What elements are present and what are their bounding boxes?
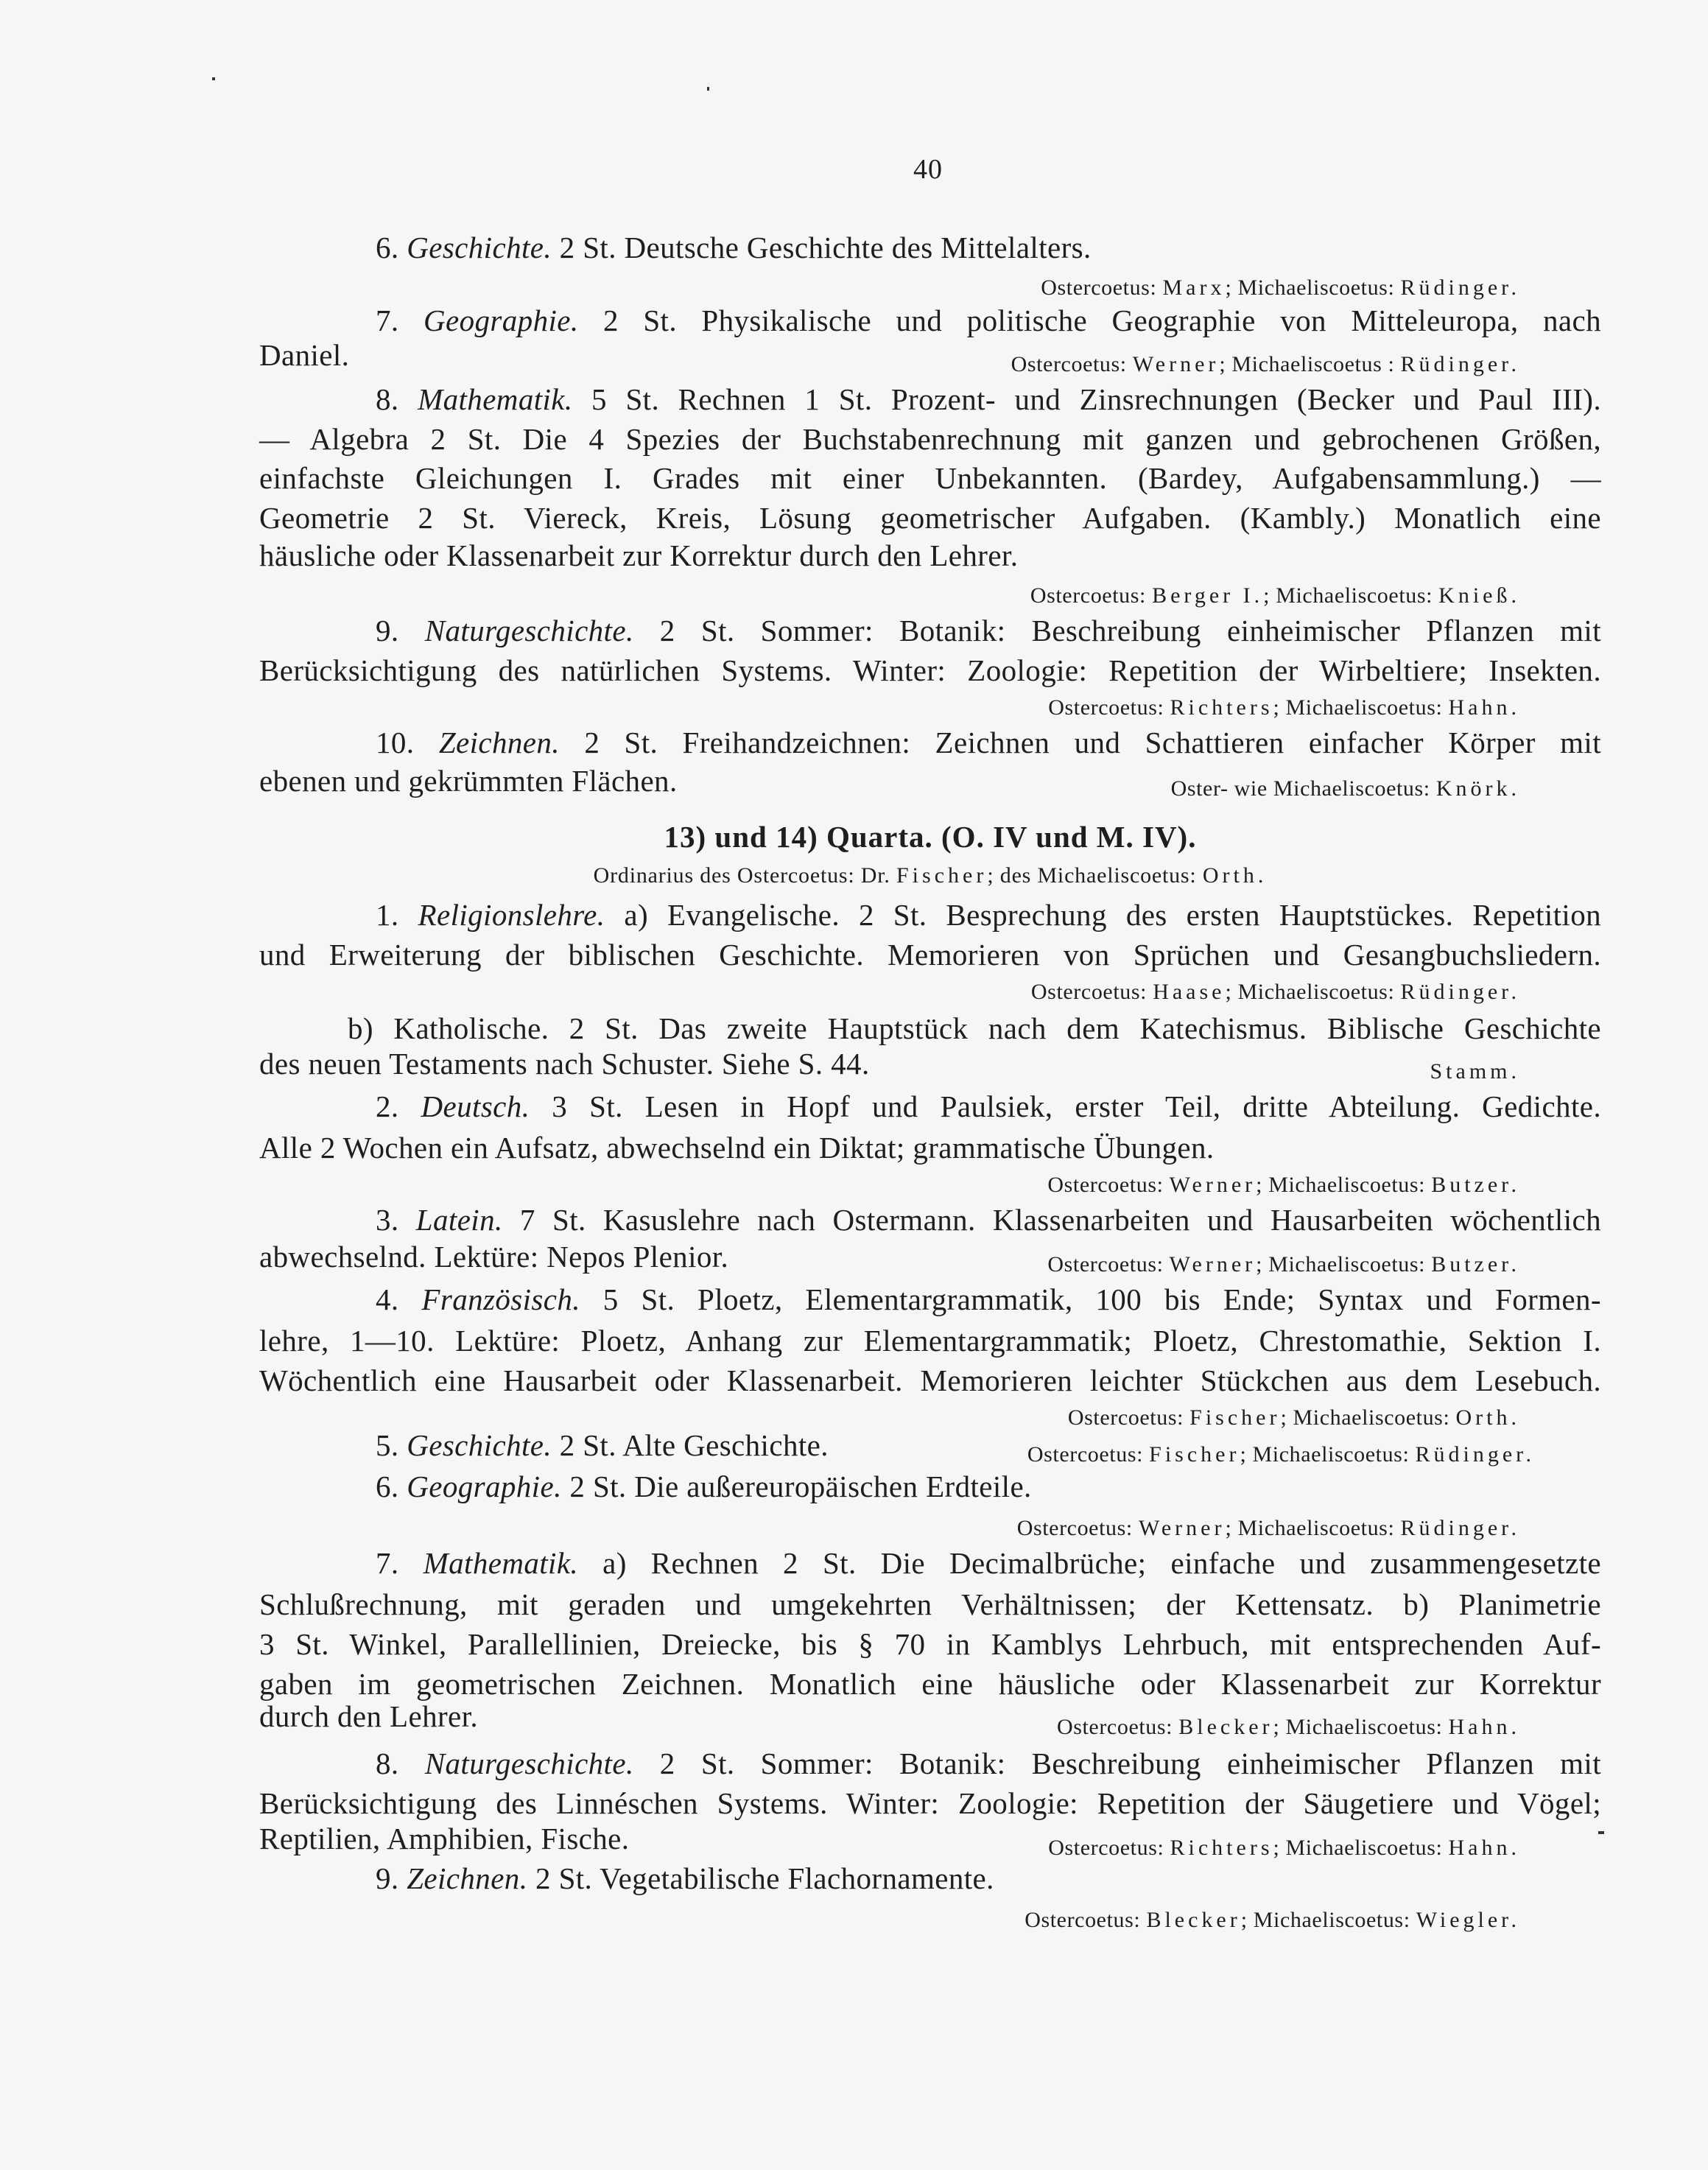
upper-9-naturgeschichte: 9. Naturgeschichte. 2 St. Sommer: Botanik: Beschreibung einheimischer Pflanzen mit bbox=[376, 614, 1602, 647]
teacher-line: Ostercoetus: Haase; Michaeliscoetus: Rüdinger. bbox=[1030, 980, 1520, 1004]
scan-speck bbox=[212, 77, 215, 80]
quarta-1b-katholische: b) Katholische. 2 St. Das zweite Hauptstück nach dem Katechismus. Biblische Geschichte bbox=[348, 1011, 1601, 1045]
teacher-line: Ostercoetus: Berger I.; Michaeliscoetus: Knieß. bbox=[1030, 583, 1520, 608]
body-line: Alle 2 Wochen ein Aufsatz, abwechselnd ein Diktat; grammatische Übungen. bbox=[259, 1131, 1215, 1165]
body-line: durch den Lehrer. bbox=[259, 1699, 479, 1733]
body-line: und Erweiterung der biblischen Geschichte. Memorieren von Sprüchen und Gesangbuchsliedern. bbox=[259, 938, 1601, 972]
quarta-3-latein: 3. Latein. 7 St. Kasuslehre nach Ostermann. Klassenarbeiten und Hausarbeiten wöchentlich bbox=[376, 1203, 1601, 1237]
teacher-line: Ostercoetus: Blecker; Michaeliscoetus: Wiegler. bbox=[1025, 1908, 1520, 1932]
body-line: Schlußrechnung, mit geraden und umgekehrten Verhältnissen; der Kettensatz. b) Planimetrie bbox=[259, 1587, 1601, 1621]
teacher-line: Ostercoetus: Fischer; Michaeliscoetus: Rüdinger. bbox=[1027, 1442, 1535, 1467]
body-line: des neuen Testaments nach Schuster. Siehe S. 44. bbox=[259, 1047, 870, 1081]
teacher-line: Ostercoetus: Werner; Michaeliscoetus : Rüdinger. bbox=[1011, 352, 1520, 376]
body-line: lehre, 1—10. Lektüre: Ploetz, Anhang zur Elementargrammatik; Ploetz, Chrestomathie, Sektion I. bbox=[259, 1324, 1601, 1358]
quarta-1-religionslehre: 1. Religionslehre. a) Evangelische. 2 St. Besprechung des ersten Hauptstückes. Repetition bbox=[376, 898, 1601, 932]
upper-10-zeichnen: 10. Zeichnen. 2 St. Freihandzeichnen: Zeichnen und Schattieren einfacher Körper mit bbox=[376, 726, 1601, 759]
teacher-line: Oster- wie Michaeliscoetus: Knörk. bbox=[1170, 776, 1520, 801]
quarta-2-deutsch: 2. Deutsch. 3 St. Lesen in Hopf und Paulsiek, erster Teil, dritte Abteilung. Gedichte. bbox=[376, 1089, 1601, 1123]
teacher-line: Ostercoetus: Werner; Michaeliscoetus: Rüdinger. bbox=[1016, 1516, 1520, 1540]
page-number: 40 bbox=[913, 154, 943, 185]
upper-7-geographie: 7. Geographie. 2 St. Physikalische und politische Geographie von Mitteleuropa, nach bbox=[376, 303, 1602, 337]
scan-speck bbox=[707, 87, 709, 91]
quarta-8-naturgeschichte: 8. Naturgeschichte. 2 St. Sommer: Botanik: Beschreibung einheimischer Pflanzen mit bbox=[376, 1746, 1602, 1780]
quarta-6-geographie: 6. Geographie. 2 St. Die außereuropäischen Erdteile. bbox=[376, 1470, 1032, 1503]
teacher-line: Ostercoetus: Werner; Michaeliscoetus: Butzer. bbox=[1047, 1252, 1520, 1277]
teacher-line: Ostercoetus: Marx; Michaeliscoetus: Rüdinger. bbox=[1041, 275, 1520, 300]
body-line: Berücksichtigung des natürlichen Systems. Winter: Zoologie: Repetition der Wirbeltiere; Insekten. bbox=[259, 653, 1601, 687]
quarta-4-franzoesisch: 4. Französisch. 5 St. Ploetz, Elementargrammatik, 100 bis Ende; Syntax und Formen- bbox=[376, 1282, 1601, 1316]
body-line: Wöchentlich eine Hausarbeit oder Klassenarbeit. Memorieren leichter Stückchen aus dem Lesebuch. bbox=[259, 1363, 1601, 1397]
teacher-line: Ostercoetus: Richters; Michaeliscoetus: Hahn. bbox=[1048, 1836, 1520, 1860]
quarta-7-mathematik: 7. Mathematik. a) Rechnen 2 St. Die Decimalbrüche; einfache und zusammengesetzte bbox=[376, 1546, 1602, 1580]
section-heading: 13) und 14) Quarta. (O. IV und M. IV). bbox=[664, 820, 1197, 854]
body-line: häusliche oder Klassenarbeit zur Korrektur durch den Lehrer. bbox=[259, 538, 1019, 572]
quarta-9-zeichnen: 9. Zeichnen. 2 St. Vegetabilische Flachornamente. bbox=[376, 1861, 994, 1895]
quarta-5-geschichte: 5. Geschichte. 2 St. Alte Geschichte. bbox=[376, 1428, 829, 1462]
teacher-line: Ostercoetus: Richters; Michaeliscoetus: Hahn. bbox=[1048, 695, 1520, 720]
body-line: Berücksichtigung des Linnéschen Systems. Winter: Zoologie: Repetition der Säugetiere und Vögel; bbox=[259, 1786, 1601, 1820]
scan-speck bbox=[1598, 1831, 1604, 1834]
upper-8-mathematik: 8. Mathematik. 5 St. Rechnen 1 St. Prozent- und Zinsrechnungen (Becker und Paul III). bbox=[376, 382, 1601, 416]
body-line: abwechselnd. Lektüre: Nepos Plenior. bbox=[259, 1240, 729, 1274]
ordinarius-line: Ordinarius des Ostercoetus: Dr. Fischer; des Michaeliscoetus: Orth. bbox=[593, 863, 1268, 888]
body-line: Geometrie 2 St. Viereck, Kreis, Lösung geometrischer Aufgaben. (Kambly.) Monatlich eine bbox=[259, 501, 1601, 535]
body-line: Daniel. bbox=[259, 338, 350, 372]
body-line: — Algebra 2 St. Die 4 Spezies der Buchstabenrechnung mit ganzen und gebrochenen Größen, bbox=[259, 422, 1601, 456]
teacher-line: Stamm. bbox=[1430, 1059, 1520, 1084]
upper-6-geschichte: 6. Geschichte. 2 St. Deutsche Geschichte des Mittelalters. bbox=[376, 231, 1092, 264]
body-line: ebenen und gekrümmten Flächen. bbox=[259, 764, 678, 798]
body-line: Reptilien, Amphibien, Fische. bbox=[259, 1822, 630, 1855]
body-line: einfachste Gleichungen I. Grades mit einer Unbekannten. (Bardey, Aufgabensammlung.) — bbox=[259, 461, 1601, 495]
teacher-line: Ostercoetus: Fischer; Michaeliscoetus: Orth. bbox=[1067, 1405, 1520, 1430]
teacher-line: Ostercoetus: Werner; Michaeliscoetus: Butzer. bbox=[1047, 1173, 1520, 1197]
body-line: gaben im geometrischen Zeichnen. Monatlich eine häusliche oder Klassenarbeit zur Korrektur bbox=[259, 1667, 1601, 1701]
teacher-line: Ostercoetus: Blecker; Michaeliscoetus: Hahn. bbox=[1056, 1715, 1520, 1739]
body-line: 3 St. Winkel, Parallellinien, Dreiecke, bis § 70 in Kamblys Lehrbuch, mit entsprechenden Auf- bbox=[259, 1627, 1601, 1661]
